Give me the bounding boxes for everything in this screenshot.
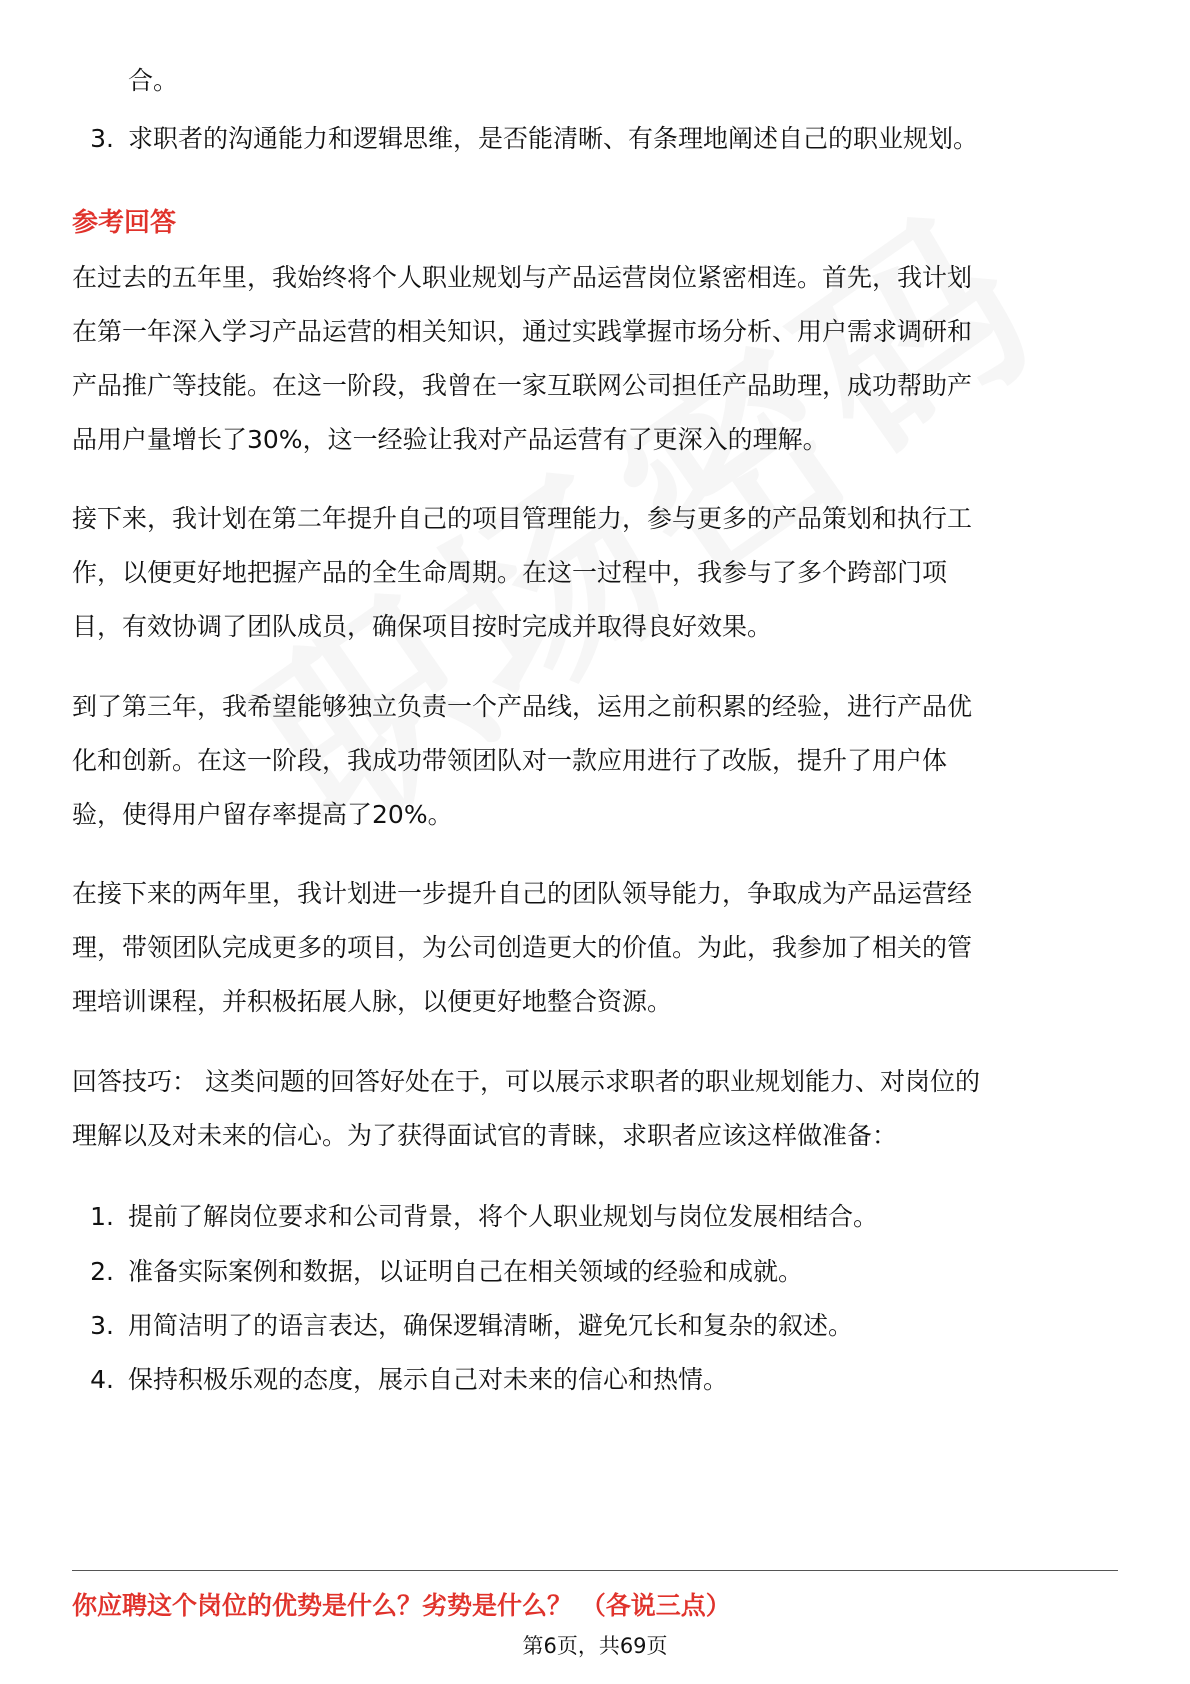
paragraph-line: 在第一年深入学习产品运营的相关知识，通过实践掌握市场分析、用户需求调研和 — [72, 317, 973, 346]
paragraph-2 — [72, 492, 1122, 654]
paragraph-line: 到了第三年，我希望能够独立负责一个产品线，运用之前积累的经验，进行产品优 — [72, 692, 973, 721]
list-item-text: 保持积极乐观的态度，展示自己对未来的信心和热情。 — [128, 1365, 729, 1394]
list-item-text: 求职者的沟通能力和逻辑思维，是否能清晰、有条理地阐述自己的职业规划。 — [128, 124, 979, 153]
paragraph-line: 目，有效协调了团队成员，确保项目按时完成并取得良好效果。 — [72, 612, 773, 641]
paragraph-line: 产品推广等技能。在这一阶段，我曾在一家互联网公司担任产品助理，成功帮助产 — [72, 371, 973, 400]
continued-text — [128, 66, 178, 96]
paragraph-line: 作，以便更好地把握产品的全生命周期。在这一过程中，我参与了多个跨部门项 — [72, 558, 948, 587]
list-item — [90, 1365, 729, 1395]
list-item — [90, 1311, 854, 1341]
paragraph-line: 化和创新。在这一阶段，我成功带领团队对一款应用进行了改版，提升了用户体 — [72, 746, 948, 775]
paragraph-3 — [72, 680, 1122, 842]
paragraph-line: 理解以及对未来的信心。为了获得面试官的青睐，求职者应该这样做准备： — [72, 1121, 898, 1150]
section-title: 参考回答 — [72, 208, 177, 238]
paragraph-4 — [72, 867, 1122, 1029]
paragraph-line: 在接下来的两年里，我计划进一步提升自己的团队领导能力，争取成为产品运营经 — [72, 879, 973, 908]
list-item-number: 4. — [90, 1365, 114, 1394]
paragraph-1 — [72, 251, 1122, 467]
paragraph-line: 理，带领团队完成更多的项目，为公司创造更大的价值。为此，我参加了相关的管 — [72, 933, 973, 962]
list-item-number: 1. — [90, 1202, 114, 1231]
paragraph-line: 回答技巧： 这类问题的回答好处在于，可以展示求职者的职业规划能力、对岗位的 — [72, 1067, 980, 1096]
divider — [72, 1570, 1118, 1571]
list-item-number: 2. — [90, 1257, 114, 1286]
list-item-text: 用简洁明了的语言表达，确保逻辑清晰，避免冗长和复杂的叙述。 — [128, 1311, 854, 1340]
list-item-number: 3. — [90, 124, 114, 153]
paragraph-line: 品用户量增长了30%，这一经验让我对产品运营有了更深入的理解。 — [72, 425, 828, 454]
list-item-number: 3. — [90, 1311, 114, 1340]
list-item — [90, 1257, 804, 1287]
next-question-heading: 你应聘这个岗位的优势是什么？劣势是什么？ （各说三点） — [72, 1591, 731, 1620]
list-item — [90, 1202, 879, 1232]
paragraph-line: 验，使得用户留存率提高了20%。 — [72, 800, 453, 829]
paragraph-line: 接下来，我计划在第二年提升自己的项目管理能力，参与更多的产品策划和执行工 — [72, 504, 973, 533]
list-item-text: 准备实际案例和数据，以证明自己在相关领域的经验和成就。 — [128, 1257, 804, 1286]
list-item — [90, 124, 979, 154]
list-item-text: 提前了解岗位要求和公司背景，将个人职业规划与岗位发展相结合。 — [128, 1202, 879, 1231]
answer-tips — [72, 1055, 1122, 1163]
continued-text-label: 合。 — [128, 66, 179, 95]
paragraph-line: 在过去的五年里，我始终将个人职业规划与产品运营岗位紧密相连。首先，我计划 — [72, 263, 973, 292]
page-number: 第6页，共69页 — [522, 1634, 668, 1658]
paragraph-line: 理培训课程，并积极拓展人脉，以便更好地整合资源。 — [72, 987, 673, 1016]
